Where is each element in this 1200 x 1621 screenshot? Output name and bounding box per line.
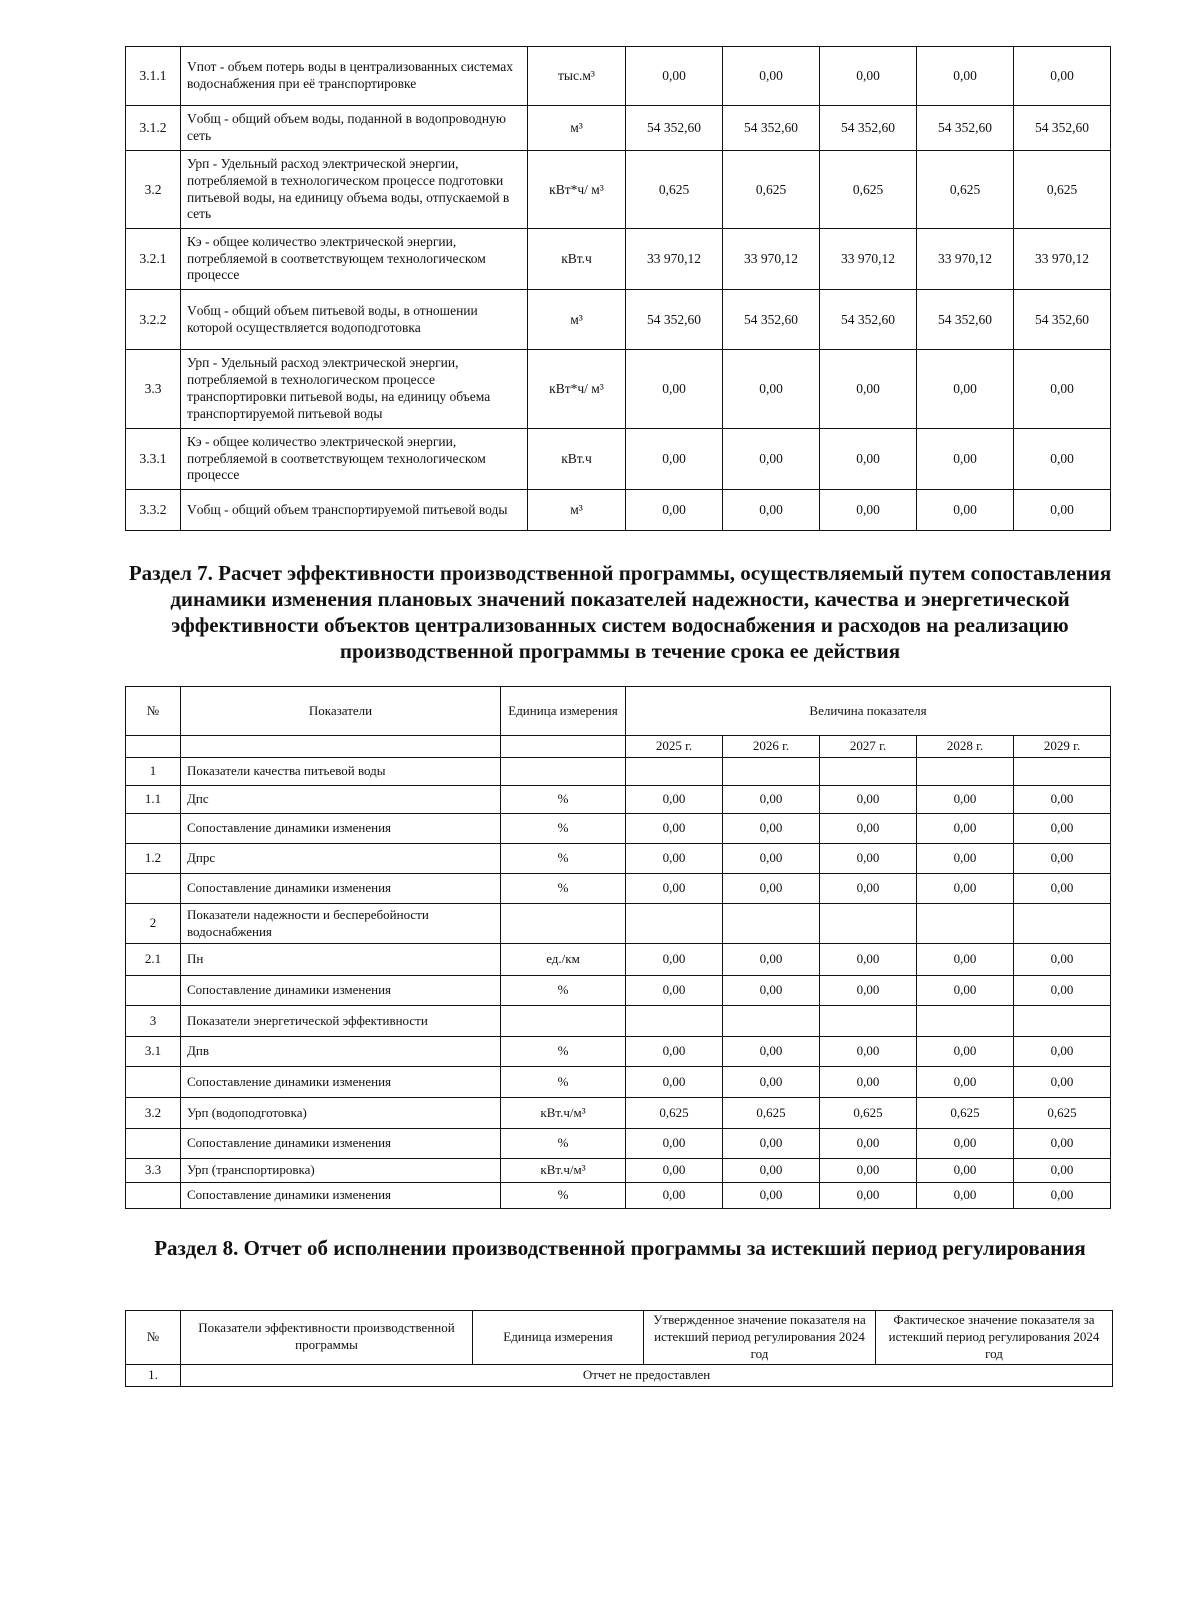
row-unit: м³ bbox=[528, 290, 626, 350]
row-value: 54 352,60 bbox=[723, 106, 820, 151]
row-description: Сопоставление динамики изменения bbox=[181, 976, 501, 1006]
row-value: 0,00 bbox=[820, 844, 917, 874]
row-value: 0,00 bbox=[1014, 874, 1111, 904]
row-unit: % bbox=[501, 874, 626, 904]
row-value: 0,00 bbox=[723, 786, 820, 814]
row-value bbox=[626, 758, 723, 786]
row-value: 54 352,60 bbox=[917, 290, 1014, 350]
row-value: 0,00 bbox=[626, 490, 723, 531]
row-value: 0,00 bbox=[626, 1183, 723, 1209]
row-value bbox=[1014, 904, 1111, 944]
row-value: 0,00 bbox=[917, 814, 1014, 844]
row-value: 0,00 bbox=[820, 490, 917, 531]
table-row bbox=[126, 151, 1111, 229]
table-row bbox=[126, 758, 1111, 786]
row-value bbox=[1014, 758, 1111, 786]
row-value bbox=[1014, 1006, 1111, 1037]
row-num: 3.2.1 bbox=[126, 229, 181, 290]
row-description: Пн bbox=[181, 944, 501, 976]
row-description: Vобщ - общий объем транспортируемой питьевой воды bbox=[181, 490, 528, 531]
row-value: 54 352,60 bbox=[1014, 106, 1111, 151]
row-description: Кэ - общее количество электрической энергии, потребляемой в соответствующем технологическом процессе bbox=[181, 429, 528, 490]
row-num: 3.3.1 bbox=[126, 429, 181, 490]
row-value: 0,00 bbox=[820, 874, 917, 904]
row-value: 0,00 bbox=[1014, 1183, 1111, 1209]
row-value bbox=[626, 904, 723, 944]
row-value bbox=[820, 1006, 917, 1037]
row-description: Дпс bbox=[181, 786, 501, 814]
row-description: Урп (водоподготовка) bbox=[181, 1098, 501, 1129]
row-description: Показатели качества питьевой воды bbox=[181, 758, 501, 786]
header-year: 2025 г. bbox=[626, 736, 723, 758]
row-value: 0,625 bbox=[723, 151, 820, 229]
row-value: 54 352,60 bbox=[626, 106, 723, 151]
row-value bbox=[917, 758, 1014, 786]
row-value: 0,00 bbox=[1014, 1037, 1111, 1067]
row-value: 0,625 bbox=[1014, 1098, 1111, 1129]
row-value: 0,00 bbox=[626, 786, 723, 814]
table-row bbox=[126, 1037, 1111, 1067]
row-num: 3 bbox=[126, 1006, 181, 1037]
row-unit: тыс.м³ bbox=[528, 47, 626, 106]
row-value bbox=[723, 758, 820, 786]
row-value: 0,00 bbox=[626, 1129, 723, 1159]
header-value: Величина показателя bbox=[626, 687, 1111, 736]
efficiency-calculation-table bbox=[125, 686, 1111, 1209]
table-header-row bbox=[126, 1311, 1113, 1365]
row-value: 0,00 bbox=[917, 1183, 1014, 1209]
table-row bbox=[126, 1006, 1111, 1037]
table-row bbox=[126, 490, 1111, 531]
row-value: 0,00 bbox=[1014, 786, 1111, 814]
row-value: 0,00 bbox=[626, 1067, 723, 1098]
row-value: 0,00 bbox=[1014, 814, 1111, 844]
table-row bbox=[126, 874, 1111, 904]
row-value: 54 352,60 bbox=[820, 106, 917, 151]
row-value: 0,00 bbox=[723, 976, 820, 1006]
row-value: 0,625 bbox=[917, 151, 1014, 229]
indicators-table-continued bbox=[125, 46, 1111, 531]
row-value: 0,00 bbox=[1014, 429, 1111, 490]
row-value: 54 352,60 bbox=[723, 290, 820, 350]
row-value: 0,00 bbox=[723, 429, 820, 490]
header-indicator: Показатели эффективности производственной программы bbox=[181, 1311, 473, 1365]
row-unit: % bbox=[501, 786, 626, 814]
row-value: 0,625 bbox=[626, 151, 723, 229]
row-value: 0,00 bbox=[723, 874, 820, 904]
row-unit: % bbox=[501, 1067, 626, 1098]
header-year: 2029 г. bbox=[1014, 736, 1111, 758]
row-value: 0,00 bbox=[917, 976, 1014, 1006]
row-description: Дпв bbox=[181, 1037, 501, 1067]
row-description: Урп - Удельный расход электрической энергии, потребляемой в технологическом процессе транспортировки питьевой воды, на единицу объема транспортируемой питьевой воды bbox=[181, 350, 528, 429]
row-value: 0,00 bbox=[626, 844, 723, 874]
row-value: 0,00 bbox=[820, 47, 917, 106]
row-value: 0,00 bbox=[1014, 844, 1111, 874]
row-description: Показатели энергетической эффективности bbox=[181, 1006, 501, 1037]
row-value: 0,625 bbox=[723, 1098, 820, 1129]
row-value: 33 970,12 bbox=[626, 229, 723, 290]
row-value: 0,00 bbox=[917, 944, 1014, 976]
row-value: 0,00 bbox=[820, 1159, 917, 1183]
row-value: 0,00 bbox=[820, 429, 917, 490]
row-value: 0,00 bbox=[723, 814, 820, 844]
row-value: 0,00 bbox=[626, 944, 723, 976]
row-value: 0,00 bbox=[820, 944, 917, 976]
row-value: 0,00 bbox=[820, 814, 917, 844]
row-description: Сопоставление динамики изменения bbox=[181, 874, 501, 904]
row-unit bbox=[501, 904, 626, 944]
row-value bbox=[723, 1006, 820, 1037]
row-value: 0,00 bbox=[917, 429, 1014, 490]
row-value: 33 970,12 bbox=[917, 229, 1014, 290]
row-description: Vпот - объем потерь воды в централизованных системах водоснабжения при её транспортировке bbox=[181, 47, 528, 106]
row-unit: кВт.ч/м³ bbox=[501, 1159, 626, 1183]
table-row bbox=[126, 904, 1111, 944]
table-row bbox=[126, 47, 1111, 106]
table-row bbox=[126, 106, 1111, 151]
row-num: 3.1 bbox=[126, 1037, 181, 1067]
table-row bbox=[126, 290, 1111, 350]
table-row bbox=[126, 976, 1111, 1006]
row-value: 0,00 bbox=[917, 350, 1014, 429]
row-value: 0,00 bbox=[626, 1159, 723, 1183]
table-row bbox=[126, 229, 1111, 290]
row-unit: % bbox=[501, 1129, 626, 1159]
row-description: Сопоставление динамики изменения bbox=[181, 1129, 501, 1159]
row-num: 3.2 bbox=[126, 1098, 181, 1129]
header-unit: Единица измерения bbox=[473, 1311, 644, 1365]
header-year: 2026 г. bbox=[723, 736, 820, 758]
table-row bbox=[126, 844, 1111, 874]
row-description: Сопоставление динамики изменения bbox=[181, 1067, 501, 1098]
row-value: 0,625 bbox=[626, 1098, 723, 1129]
row-value: 0,00 bbox=[820, 1183, 917, 1209]
row-value: 0,00 bbox=[723, 47, 820, 106]
row-value: 33 970,12 bbox=[723, 229, 820, 290]
row-value: 0,00 bbox=[917, 490, 1014, 531]
table-row bbox=[126, 786, 1111, 814]
row-description: Vобщ - общий объем питьевой воды, в отношении которой осуществляется водоподготовка bbox=[181, 290, 528, 350]
row-value: 0,00 bbox=[626, 429, 723, 490]
header-actual: Фактическое значение показателя за истекший период регулирования 2024 год bbox=[876, 1311, 1113, 1365]
row-num bbox=[126, 1129, 181, 1159]
row-num: 2 bbox=[126, 904, 181, 944]
row-value: 0,00 bbox=[626, 1037, 723, 1067]
row-value: 54 352,60 bbox=[917, 106, 1014, 151]
table-row bbox=[126, 1129, 1111, 1159]
row-value bbox=[626, 1006, 723, 1037]
row-value bbox=[723, 904, 820, 944]
table-row bbox=[126, 1159, 1111, 1183]
row-text: Отчет не предоставлен bbox=[181, 1364, 1113, 1386]
row-value: 0,00 bbox=[723, 944, 820, 976]
row-description: Кэ - общее количество электрической энергии, потребляемой в соответствующем технологическом процессе bbox=[181, 229, 528, 290]
table-row bbox=[126, 1098, 1111, 1129]
row-value: 0,00 bbox=[820, 1067, 917, 1098]
row-unit: кВт.ч/м³ bbox=[501, 1098, 626, 1129]
header-indicator: Показатели bbox=[181, 687, 501, 736]
row-value: 0,00 bbox=[626, 976, 723, 1006]
row-value bbox=[917, 1006, 1014, 1037]
header-unit: Единица измерения bbox=[501, 687, 626, 736]
row-unit: кВт.ч bbox=[528, 229, 626, 290]
row-value: 54 352,60 bbox=[626, 290, 723, 350]
row-value: 0,00 bbox=[917, 1067, 1014, 1098]
row-num: 3.2 bbox=[126, 151, 181, 229]
row-num: 2.1 bbox=[126, 944, 181, 976]
row-value: 0,00 bbox=[626, 874, 723, 904]
report-table bbox=[125, 1310, 1113, 1387]
row-num bbox=[126, 1067, 181, 1098]
row-value: 0,00 bbox=[1014, 47, 1111, 106]
row-value: 0,00 bbox=[917, 1037, 1014, 1067]
row-description: Урп (транспортировка) bbox=[181, 1159, 501, 1183]
row-num: 3.3 bbox=[126, 350, 181, 429]
row-value: 0,00 bbox=[1014, 1159, 1111, 1183]
row-unit: м³ bbox=[528, 490, 626, 531]
row-value: 0,00 bbox=[917, 844, 1014, 874]
row-unit bbox=[501, 1006, 626, 1037]
table-row bbox=[126, 814, 1111, 844]
row-num: 3.3 bbox=[126, 1159, 181, 1183]
row-num: 3.3.2 bbox=[126, 490, 181, 531]
header-num: № bbox=[126, 687, 181, 736]
row-unit: м³ bbox=[528, 106, 626, 151]
row-value: 0,00 bbox=[723, 1183, 820, 1209]
section-7-title: Раздел 7. Расчет эффективности производственной программы, осуществляемый путем сопоставления динамики изменения плановых значений показателей надежности, качества и энергетической эффективности объектов централизованных систем водоснабжения и расходов на реализацию производственной программы в течение срока ее действия bbox=[128, 561, 1112, 663]
row-value: 0,00 bbox=[917, 786, 1014, 814]
row-value: 0,00 bbox=[1014, 350, 1111, 429]
row-value: 0,00 bbox=[820, 1129, 917, 1159]
table-row bbox=[126, 1364, 1113, 1386]
row-description: Vобщ - общий объем воды, поданной в водопроводную сеть bbox=[181, 106, 528, 151]
row-value: 0,00 bbox=[723, 1159, 820, 1183]
row-num bbox=[126, 814, 181, 844]
row-value: 0,00 bbox=[1014, 1129, 1111, 1159]
row-description: Урп - Удельный расход электрической энергии, потребляемой в технологическом процессе подготовки питьевой воды, на единицу объема воды, отпускаемой в сеть bbox=[181, 151, 528, 229]
row-num bbox=[126, 976, 181, 1006]
row-value: 0,00 bbox=[1014, 976, 1111, 1006]
row-description: Показатели надежности и бесперебойности водоснабжения bbox=[181, 904, 501, 944]
row-value: 0,00 bbox=[820, 786, 917, 814]
row-unit: % bbox=[501, 1037, 626, 1067]
row-value: 54 352,60 bbox=[820, 290, 917, 350]
row-unit: кВт.ч bbox=[528, 429, 626, 490]
header-num: № bbox=[126, 1311, 181, 1365]
row-value: 0,00 bbox=[723, 1037, 820, 1067]
section-8-title: Раздел 8. Отчет об исполнении производственной программы за истекший период регулирования bbox=[154, 1236, 1086, 1260]
table-row bbox=[126, 350, 1111, 429]
header-approved: Утвержденное значение показателя на истекший период регулирования 2024 год bbox=[644, 1311, 876, 1365]
row-value bbox=[820, 904, 917, 944]
row-unit: % bbox=[501, 976, 626, 1006]
row-unit: кВт*ч/ м³ bbox=[528, 350, 626, 429]
row-num: 1.2 bbox=[126, 844, 181, 874]
row-value: 0,00 bbox=[723, 844, 820, 874]
row-value: 33 970,12 bbox=[820, 229, 917, 290]
row-description: Сопоставление динамики изменения bbox=[181, 814, 501, 844]
row-value: 0,625 bbox=[917, 1098, 1014, 1129]
row-value: 0,00 bbox=[1014, 1067, 1111, 1098]
row-num: 1. bbox=[126, 1364, 181, 1386]
row-value: 0,00 bbox=[723, 1129, 820, 1159]
row-num bbox=[126, 874, 181, 904]
row-value: 0,00 bbox=[917, 874, 1014, 904]
row-num: 3.1.2 bbox=[126, 106, 181, 151]
row-description: Сопоставление динамики изменения bbox=[181, 1183, 501, 1209]
header-year: 2028 г. bbox=[917, 736, 1014, 758]
row-num: 3.1.1 bbox=[126, 47, 181, 106]
row-unit: кВт*ч/ м³ bbox=[528, 151, 626, 229]
row-value: 0,00 bbox=[723, 1067, 820, 1098]
row-value: 0,625 bbox=[1014, 151, 1111, 229]
row-value bbox=[820, 758, 917, 786]
row-num bbox=[126, 1183, 181, 1209]
row-unit: ед./км bbox=[501, 944, 626, 976]
row-num: 3.2.2 bbox=[126, 290, 181, 350]
row-num: 1.1 bbox=[126, 786, 181, 814]
row-unit: % bbox=[501, 814, 626, 844]
row-unit: % bbox=[501, 844, 626, 874]
table-row bbox=[126, 429, 1111, 490]
row-value: 0,00 bbox=[723, 350, 820, 429]
table-row bbox=[126, 1067, 1111, 1098]
row-value: 0,00 bbox=[820, 350, 917, 429]
row-unit: % bbox=[501, 1183, 626, 1209]
row-description: Дпрс bbox=[181, 844, 501, 874]
row-value: 0,00 bbox=[626, 47, 723, 106]
row-value: 54 352,60 bbox=[1014, 290, 1111, 350]
row-value: 0,00 bbox=[1014, 490, 1111, 531]
table-header-row bbox=[126, 687, 1111, 736]
table-row bbox=[126, 1183, 1111, 1209]
table-row bbox=[126, 944, 1111, 976]
row-value: 33 970,12 bbox=[1014, 229, 1111, 290]
row-value: 0,00 bbox=[917, 47, 1014, 106]
row-value: 0,00 bbox=[820, 1037, 917, 1067]
row-unit bbox=[501, 758, 626, 786]
table-years-row bbox=[126, 736, 1111, 758]
row-value: 0,00 bbox=[917, 1159, 1014, 1183]
header-year: 2027 г. bbox=[820, 736, 917, 758]
row-value: 0,00 bbox=[626, 350, 723, 429]
row-value: 0,00 bbox=[917, 1129, 1014, 1159]
row-value bbox=[917, 904, 1014, 944]
row-value: 0,00 bbox=[1014, 944, 1111, 976]
row-value: 0,00 bbox=[723, 490, 820, 531]
row-num: 1 bbox=[126, 758, 181, 786]
row-value: 0,00 bbox=[820, 976, 917, 1006]
row-value: 0,625 bbox=[820, 1098, 917, 1129]
row-value: 0,625 bbox=[820, 151, 917, 229]
row-value: 0,00 bbox=[626, 814, 723, 844]
